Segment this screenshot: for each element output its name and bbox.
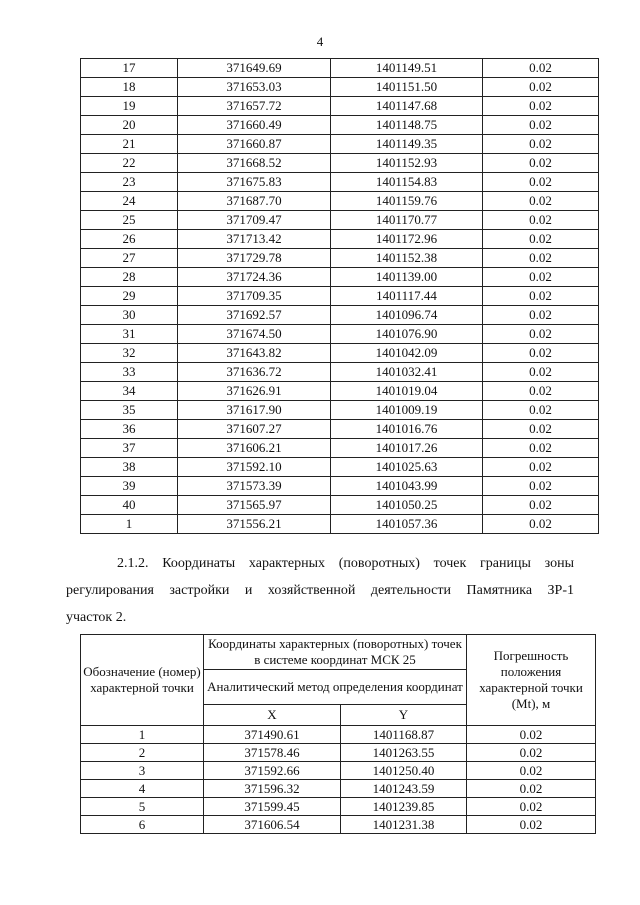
- y-cell: 1401152.38: [331, 249, 483, 268]
- section-heading-line1: 2.1.2. Координаты характерных (поворотных) точек границы зоны: [117, 556, 574, 571]
- section-heading: [66, 550, 574, 631]
- header-y: Y: [341, 705, 467, 726]
- y-cell: 1401025.63: [331, 458, 483, 477]
- point-number-cell: 24: [81, 192, 178, 211]
- error-cell: 0.02: [467, 780, 596, 798]
- table-row: [81, 211, 599, 230]
- y-cell: 1401250.40: [341, 762, 467, 780]
- y-cell: 1401043.99: [331, 477, 483, 496]
- x-cell: 371606.21: [178, 439, 331, 458]
- point-number-cell: 28: [81, 268, 178, 287]
- error-cell: 0.02: [483, 192, 599, 211]
- error-cell: 0.02: [483, 382, 599, 401]
- point-number-cell: 22: [81, 154, 178, 173]
- header-coordinates: Координаты характерных (поворотных) точек в системе координат МСК 25: [204, 635, 467, 670]
- x-cell: 371565.97: [178, 496, 331, 515]
- header-error: Погрешность положения характерной точки (Mt), м: [467, 635, 596, 726]
- error-cell: 0.02: [483, 420, 599, 439]
- table-row: [81, 268, 599, 287]
- x-cell: 371724.36: [178, 268, 331, 287]
- table-row: [81, 306, 599, 325]
- x-cell: 371626.91: [178, 382, 331, 401]
- point-number-cell: 30: [81, 306, 178, 325]
- section-heading-line3: участок 2.: [66, 610, 127, 625]
- x-cell: 371660.87: [178, 135, 331, 154]
- y-cell: 1401139.00: [331, 268, 483, 287]
- point-number-cell: 21: [81, 135, 178, 154]
- x-cell: 371674.50: [178, 325, 331, 344]
- table-row: [81, 726, 596, 744]
- table-row: [81, 744, 596, 762]
- error-cell: 0.02: [467, 744, 596, 762]
- y-cell: 1401096.74: [331, 306, 483, 325]
- y-cell: 1401151.50: [331, 78, 483, 97]
- table-row: [81, 59, 599, 78]
- error-cell: 0.02: [483, 401, 599, 420]
- table-row: [81, 249, 599, 268]
- x-cell: 371709.35: [178, 287, 331, 306]
- error-cell: 0.02: [483, 59, 599, 78]
- error-cell: 0.02: [483, 306, 599, 325]
- y-cell: 1401172.96: [331, 230, 483, 249]
- x-cell: 371599.45: [204, 798, 341, 816]
- y-cell: 1401148.75: [331, 116, 483, 135]
- x-cell: 371643.82: [178, 344, 331, 363]
- y-cell: 1401050.25: [331, 496, 483, 515]
- table-row: [81, 477, 599, 496]
- error-cell: 0.02: [467, 798, 596, 816]
- header-method: Аналитический метод определения координат: [204, 670, 467, 705]
- table-row: [81, 780, 596, 798]
- x-cell: 371657.72: [178, 97, 331, 116]
- x-cell: 371687.70: [178, 192, 331, 211]
- point-number-cell: 18: [81, 78, 178, 97]
- y-cell: 1401149.35: [331, 135, 483, 154]
- point-number-cell: 17: [81, 59, 178, 78]
- y-cell: 1401117.44: [331, 287, 483, 306]
- error-cell: 0.02: [483, 477, 599, 496]
- x-cell: 371490.61: [204, 726, 341, 744]
- point-number-cell: 38: [81, 458, 178, 477]
- coordinates-table-part2: [80, 634, 596, 834]
- point-number-cell: 33: [81, 363, 178, 382]
- error-cell: 0.02: [467, 762, 596, 780]
- x-cell: 371592.10: [178, 458, 331, 477]
- y-cell: 1401154.83: [331, 173, 483, 192]
- y-cell: 1401076.90: [331, 325, 483, 344]
- error-cell: 0.02: [483, 344, 599, 363]
- table-row: [81, 439, 599, 458]
- point-number-cell: 37: [81, 439, 178, 458]
- table-row: [81, 816, 596, 834]
- point-number-cell: 1: [81, 515, 178, 534]
- error-cell: 0.02: [467, 816, 596, 834]
- point-number-cell: 36: [81, 420, 178, 439]
- table-row: [81, 97, 599, 116]
- table-row: [81, 116, 599, 135]
- y-cell: 1401042.09: [331, 344, 483, 363]
- point-number-cell: 1: [81, 726, 204, 744]
- point-number-cell: 6: [81, 816, 204, 834]
- point-number-cell: 31: [81, 325, 178, 344]
- error-cell: 0.02: [483, 496, 599, 515]
- x-cell: 371596.32: [204, 780, 341, 798]
- table-row: [81, 496, 599, 515]
- y-cell: 1401149.51: [331, 59, 483, 78]
- table-row: [81, 420, 599, 439]
- point-number-cell: 27: [81, 249, 178, 268]
- x-cell: 371573.39: [178, 477, 331, 496]
- table-row: [81, 192, 599, 211]
- header-point-number: Обозначение (номер) характерной точки: [81, 635, 204, 726]
- y-cell: 1401152.93: [331, 154, 483, 173]
- x-cell: 371617.90: [178, 401, 331, 420]
- table-row: [81, 154, 599, 173]
- error-cell: 0.02: [483, 116, 599, 135]
- point-number-cell: 26: [81, 230, 178, 249]
- y-cell: 1401159.76: [331, 192, 483, 211]
- x-cell: 371668.52: [178, 154, 331, 173]
- table-row: [81, 363, 599, 382]
- x-cell: 371592.66: [204, 762, 341, 780]
- error-cell: 0.02: [483, 287, 599, 306]
- point-number-cell: 19: [81, 97, 178, 116]
- y-cell: 1401016.76: [331, 420, 483, 439]
- y-cell: 1401057.36: [331, 515, 483, 534]
- x-cell: 371660.49: [178, 116, 331, 135]
- table-row: [81, 344, 599, 363]
- point-number-cell: 23: [81, 173, 178, 192]
- y-cell: 1401032.41: [331, 363, 483, 382]
- error-cell: 0.02: [483, 268, 599, 287]
- y-cell: 1401263.55: [341, 744, 467, 762]
- point-number-cell: 32: [81, 344, 178, 363]
- x-cell: 371606.54: [204, 816, 341, 834]
- x-cell: 371692.57: [178, 306, 331, 325]
- y-cell: 1401239.85: [341, 798, 467, 816]
- x-cell: 371649.69: [178, 59, 331, 78]
- section-heading-line2: регулирования застройки и хозяйственной деятельности Памятника ЗР-1: [66, 583, 574, 598]
- error-cell: 0.02: [483, 515, 599, 534]
- y-cell: 1401168.87: [341, 726, 467, 744]
- x-cell: 371713.42: [178, 230, 331, 249]
- point-number-cell: 39: [81, 477, 178, 496]
- y-cell: 1401009.19: [331, 401, 483, 420]
- x-cell: 371607.27: [178, 420, 331, 439]
- table-row: [81, 401, 599, 420]
- point-number-cell: 35: [81, 401, 178, 420]
- y-cell: 1401147.68: [331, 97, 483, 116]
- table-row: [81, 173, 599, 192]
- coordinates-table-part1: [80, 58, 599, 534]
- table-row: [81, 230, 599, 249]
- error-cell: 0.02: [483, 363, 599, 382]
- table-row: [81, 78, 599, 97]
- error-cell: 0.02: [483, 249, 599, 268]
- error-cell: 0.02: [483, 154, 599, 173]
- point-number-cell: 2: [81, 744, 204, 762]
- table-row: [81, 458, 599, 477]
- table-row: [81, 135, 599, 154]
- table-row: [81, 287, 599, 306]
- x-cell: 371653.03: [178, 78, 331, 97]
- y-cell: 1401019.04: [331, 382, 483, 401]
- error-cell: 0.02: [483, 211, 599, 230]
- y-cell: 1401243.59: [341, 780, 467, 798]
- x-cell: 371729.78: [178, 249, 331, 268]
- page-number: 4: [316, 34, 324, 49]
- point-number-cell: 20: [81, 116, 178, 135]
- x-cell: 371709.47: [178, 211, 331, 230]
- header-x: X: [204, 705, 341, 726]
- error-cell: 0.02: [483, 458, 599, 477]
- x-cell: 371675.83: [178, 173, 331, 192]
- error-cell: 0.02: [483, 325, 599, 344]
- table-row: [81, 762, 596, 780]
- point-number-cell: 4: [81, 780, 204, 798]
- point-number-cell: 25: [81, 211, 178, 230]
- error-cell: 0.02: [483, 135, 599, 154]
- table-row: [81, 515, 599, 534]
- x-cell: 371578.46: [204, 744, 341, 762]
- error-cell: 0.02: [483, 173, 599, 192]
- error-cell: 0.02: [467, 726, 596, 744]
- point-number-cell: 5: [81, 798, 204, 816]
- point-number-cell: 40: [81, 496, 178, 515]
- y-cell: 1401231.38: [341, 816, 467, 834]
- point-number-cell: 34: [81, 382, 178, 401]
- y-cell: 1401170.77: [331, 211, 483, 230]
- point-number-cell: 3: [81, 762, 204, 780]
- error-cell: 0.02: [483, 230, 599, 249]
- error-cell: 0.02: [483, 97, 599, 116]
- point-number-cell: 29: [81, 287, 178, 306]
- error-cell: 0.02: [483, 439, 599, 458]
- table-row: [81, 382, 599, 401]
- x-cell: 371556.21: [178, 515, 331, 534]
- error-cell: 0.02: [483, 78, 599, 97]
- table-row: [81, 798, 596, 816]
- table-row: [81, 325, 599, 344]
- y-cell: 1401017.26: [331, 439, 483, 458]
- x-cell: 371636.72: [178, 363, 331, 382]
